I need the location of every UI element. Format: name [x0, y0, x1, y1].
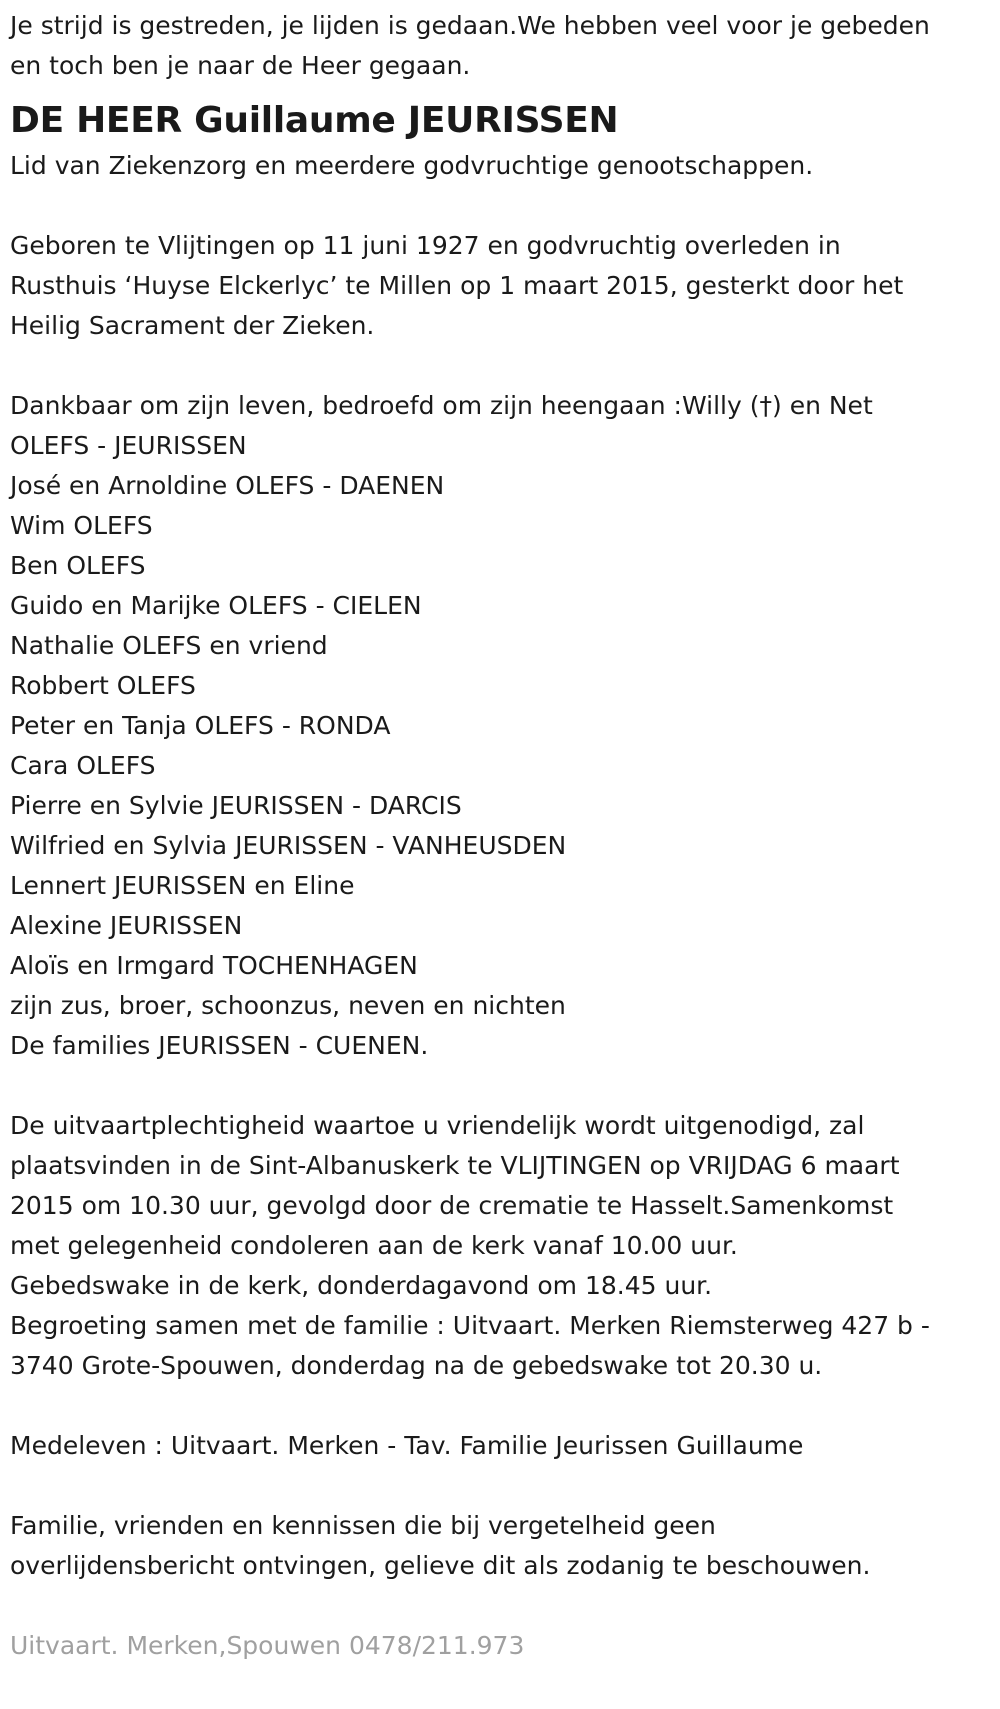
mourner-line: Pierre en Sylvie JEURISSEN - DARCIS [10, 791, 462, 820]
deceased-name-title: DE HEER Guillaume JEURISSEN [10, 100, 619, 141]
ceremony-line: Gebedswake in de kerk, donderdagavond om 18.45 uur. [10, 1271, 713, 1300]
birth-death-section [10, 226, 990, 346]
verse-line: Je strijd is gestreden, je lijden is gedaan.We hebben veel voor je gebeden [10, 11, 930, 40]
mourner-line: Peter en Tanja OLEFS - RONDA [10, 711, 391, 740]
spacer [10, 1586, 990, 1626]
notice-line: Familie, vrienden en kennissen die bij vergetelheid geen [10, 1511, 716, 1540]
birth-death-line: Rusthuis ‘Huyse Elckerlyc’ te Millen op 1 maart 2015, gesterkt door het [10, 271, 904, 300]
mourner-line: Wilfried en Sylvia JEURISSEN - VANHEUSDEN [10, 831, 567, 860]
mourner-line: Guido en Marijke OLEFS - CIELEN [10, 591, 422, 620]
ceremony-line: Begroeting samen met de familie : Uitvaart. Merken Riemsterweg 427 b - [10, 1311, 930, 1340]
funeral-home-footer [10, 1626, 990, 1666]
subtitle-section [10, 146, 990, 186]
spacer [10, 186, 990, 226]
mourner-line: José en Arnoldine OLEFS - DAENEN [10, 471, 445, 500]
mourner-line: Lennert JEURISSEN en Eline [10, 871, 355, 900]
mourner-line: Alexine JEURISSEN [10, 911, 243, 940]
mourner-line: Wim OLEFS [10, 511, 153, 540]
ceremony-line: met gelegenheid condoleren aan de kerk vanaf 10.00 uur. [10, 1231, 738, 1260]
mourner-line: Ben OLEFS [10, 551, 146, 580]
birth-death-line: Geboren te Vlijtingen op 11 juni 1927 en godvruchtig overleden in [10, 231, 841, 260]
ceremony-line: 2015 om 10.30 uur, gevolgd door de crematie te Hasselt.Samenkomst [10, 1191, 894, 1220]
ceremony-section [10, 1106, 990, 1386]
ceremony-line: 3740 Grote-Spouwen, donderdag na de gebedswake tot 20.30 u. [10, 1351, 823, 1380]
notice-line: overlijdensbericht ontvingen, gelieve dit als zodanig te beschouwen. [10, 1551, 871, 1580]
condolence-section [10, 1426, 990, 1466]
spacer [10, 346, 990, 386]
spacer [10, 1466, 990, 1506]
mourner-line: Cara OLEFS [10, 751, 156, 780]
mourner-line: OLEFS - JEURISSEN [10, 431, 247, 460]
subtitle: Lid van Ziekenzorg en meerdere godvruchtige genootschappen. [10, 151, 814, 180]
birth-death-line: Heilig Sacrament der Zieken. [10, 311, 375, 340]
mourner-line: Dankbaar om zijn leven, bedroefd om zijn heengaan :Willy (†) en Net [10, 391, 873, 420]
verse [10, 6, 990, 86]
ceremony-line: De uitvaartplechtigheid waartoe u vriendelijk wordt uitgenodigd, zal [10, 1111, 865, 1140]
mourner-line: De families JEURISSEN - CUENEN. [10, 1031, 429, 1060]
spacer [10, 1066, 990, 1106]
footer-line: Uitvaart. Merken,Spouwen 0478/211.973 [10, 1631, 525, 1660]
mourner-line: Robbert OLEFS [10, 671, 196, 700]
mourner-line: Nathalie OLEFS en vriend [10, 631, 328, 660]
mourner-line: zijn zus, broer, schoonzus, neven en nichten [10, 991, 566, 1020]
condolence-line: Medeleven : Uitvaart. Merken - Tav. Familie Jeurissen Guillaume [10, 1431, 804, 1460]
notice-section [10, 1506, 990, 1586]
spacer [10, 1386, 990, 1426]
verse-line: en toch ben je naar de Heer gegaan. [10, 51, 471, 80]
mourner-line: Aloïs en Irmgard TOCHENHAGEN [10, 951, 418, 980]
ceremony-line: plaatsvinden in de Sint-Albanuskerk te VLIJTINGEN op VRIJDAG 6 maart [10, 1151, 900, 1180]
mourners-list [10, 386, 990, 1066]
